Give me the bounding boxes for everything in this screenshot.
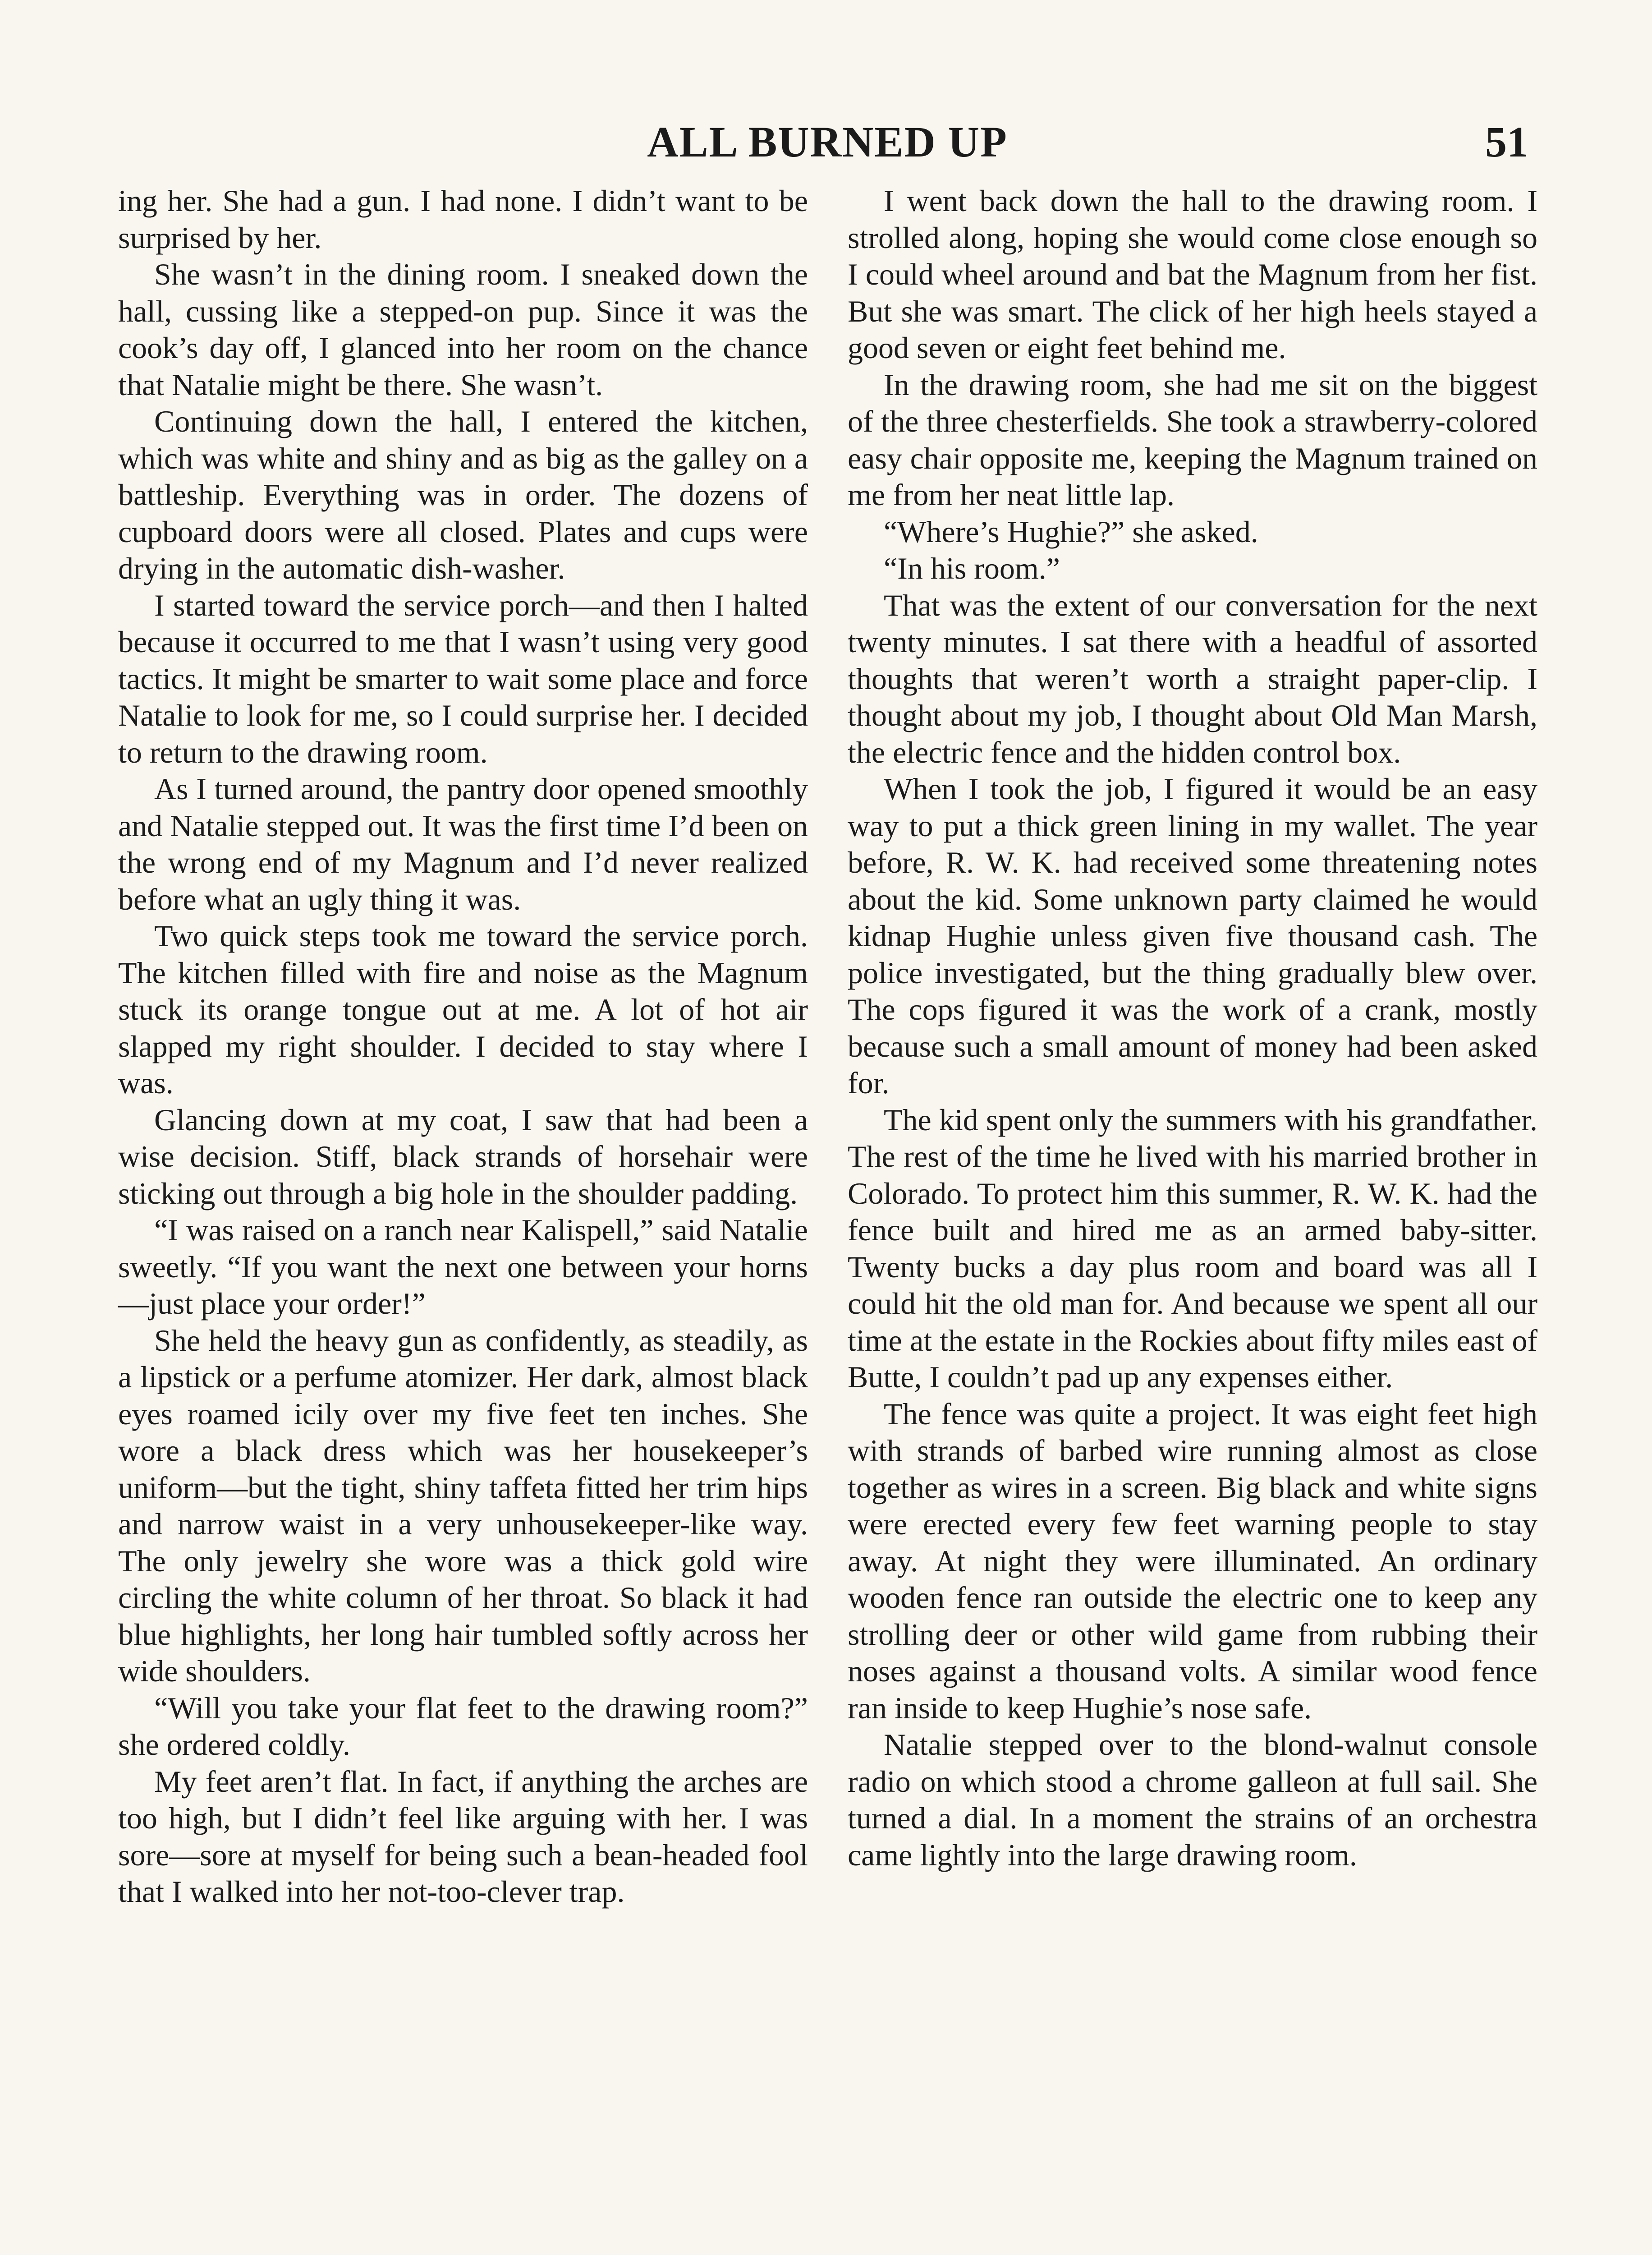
paragraph: My feet aren’t flat. In fact, if anything the arches are too high, but I didn’t feel like arguing with her. I was sore—sore at myself for being such a bean-headed fool that I walked into her not-too-clever trap. — [118, 1764, 808, 1909]
paragraph: Two quick steps took me toward the service porch. The kitchen filled with fire and noise as the Magnum stuck its orange tongue out at me. A lot of hot air slapped my right shoulder. I decided to stay where I was. — [118, 919, 808, 1100]
chapter-title: ALL BURNED UP — [647, 118, 1008, 166]
paragraph: I started toward the service porch—and then I halted because it occurred to me that I wasn’t using very good tactics. It might be smarter to wait some place and force Natalie to look for me, so I could surprise her. I decided to return to the drawing room. — [118, 588, 808, 769]
paragraph: Glancing down at my coat, I saw that had been a wise decision. Stiff, black strands of horsehair were sticking out through a big hole in the shoulder padding. — [118, 1102, 808, 1210]
paragraph: She held the heavy gun as confidently, as steadily, as a lipstick or a perfume atomizer. Her dark, almost black eyes roamed icily over my five feet ten inches. She wore a black dress which was her housekeeper’s uniform—but the tight, shiny taffeta fitted her trim hips and narrow waist in a very unhousekeeper-like way. The only jewelry she wore was a thick gold wire circling the white column of her throat. So black it had blue highlights, her long hair tumbled softly across her wide shoulders. — [118, 1323, 808, 1688]
paragraph: “Will you take your flat feet to the drawing room?” she ordered coldly. — [118, 1690, 808, 1762]
paragraph: As I turned around, the pantry door opened smoothly and Natalie stepped out. It was the first time I’d been on the wrong end of my Magnum and I’d never realized before what an ugly thing it was. — [118, 772, 808, 916]
paragraph: The kid spent only the summers with his grandfather. The rest of the time he lived with his married brother in Colorado. To protect him this summer, R. W. K. had the fence built and hired me as an armed baby-sitter. Twenty bucks a day plus room and board was all I could hit the old man for. And because we spent all our time at the estate in the Rockies about fifty miles east of Butte, I couldn’t pad up any expenses either. — [848, 1102, 1537, 1394]
paragraph: Natalie stepped over to the blond-walnut console radio on which stood a chrome galleon at full sail. She turned a dial. In a moment the strains of an orchestra came lightly into the large drawing room. — [848, 1727, 1537, 1872]
paragraph: ing her. She had a gun. I had none. I didn’t want to be surprised by her. — [118, 184, 808, 255]
paragraph: The fence was quite a project. It was eight feet high with strands of barbed wire running almost as close together as wires in a screen. Big black and white signs were erected every few feet warning people to stay away. At night they were illuminated. An ordinary wooden fence ran outside the electric one to keep any strolling deer or other wild game from rubbing their noses against a thousand volts. A similar wood fence ran inside to keep Hughie’s nose safe. — [848, 1396, 1537, 1725]
paragraph: “In his room.” — [884, 551, 1060, 585]
paragraph: She wasn’t in the dining room. I sneaked down the hall, cussing like a stepped-on pup. Since it was the cook’s day off, I glanced into her room on the chance that Natalie might be there. She wasn’t. — [118, 257, 808, 402]
page-number: 51 — [1485, 118, 1528, 166]
left-column — [118, 183, 808, 1910]
paragraph: In the drawing room, she had me sit on the biggest of the three chesterfields. She took a strawberry-colored easy chair opposite me, keeping the Magnum trained on me from her neat little lap. — [848, 367, 1537, 512]
paragraph: I went back down the hall to the drawing room. I strolled along, hoping she would come close enough so I could wheel around and bat the Magnum from her fist. But she was smart. The click of her high heels stayed a good seven or eight feet behind me. — [848, 184, 1537, 365]
running-head — [117, 115, 1537, 169]
paragraph: “I was raised on a ranch near Kalispell,” said Natalie sweetly. “If you want the next one between your horns—just place your order!” — [118, 1213, 808, 1321]
paragraph: That was the extent of our conversation for the next twenty minutes. I sat there with a headful of assorted thoughts that weren’t worth a straight paper-clip. I thought about my job, I thought about Old Man Marsh, the electric fence and the hidden control box. — [848, 588, 1537, 769]
right-column — [848, 183, 1537, 1873]
paragraph: “Where’s Hughie?” she asked. — [884, 514, 1258, 549]
paragraph: When I took the job, I figured it would be an easy way to put a thick green lining in my wallet. The year before, R. W. K. had received some threatening notes about the kid. Some unknown party claimed he would kidnap Hughie unless given five thousand cash. The police investigated, but the thing gradually blew over. The cops figured it was the work of a crank, mostly because such a small amount of money had been asked for. — [848, 772, 1537, 1100]
paragraph: Continuing down the hall, I entered the kitchen, which was white and shiny and as big as the galley on a battleship. Everything was in order. The dozens of cupboard doors were all closed. Plates and cups were drying in the automatic dish-washer. — [118, 404, 808, 585]
